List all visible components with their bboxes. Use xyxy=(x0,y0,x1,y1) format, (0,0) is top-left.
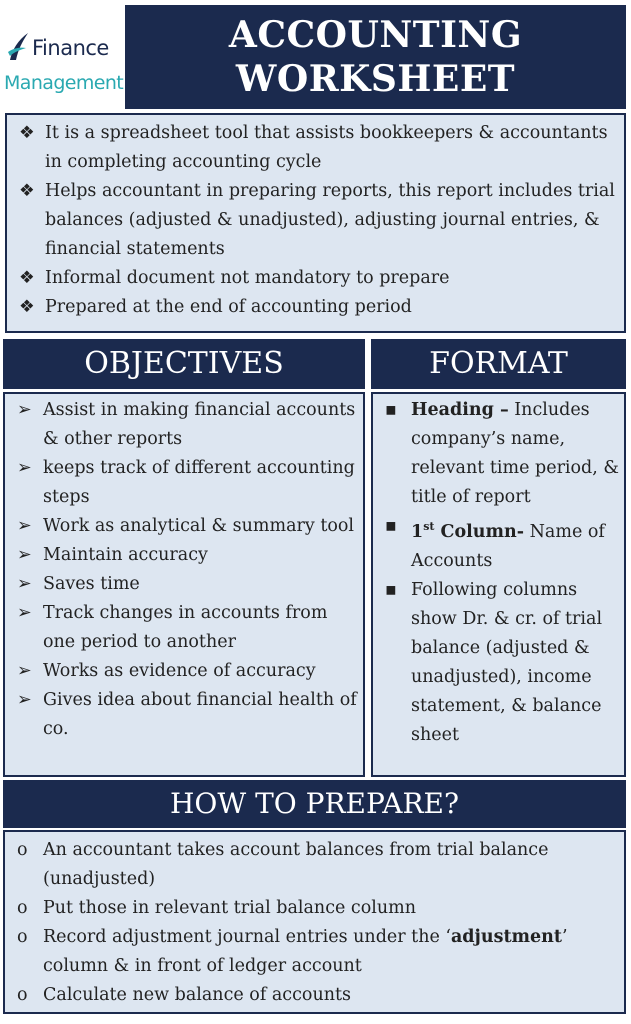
logo xyxy=(4,18,124,103)
arrow-bullet-icon: ➢ xyxy=(17,690,32,710)
intro-item xyxy=(19,177,618,264)
format-item-text: Following columns show Dr. & cr. of trial balance (adjusted & unadjusted), income statement, & balance sheet xyxy=(411,579,603,745)
objectives-list xyxy=(17,396,357,744)
title-line-1: ACCOUNTING xyxy=(228,14,523,56)
objective-item-text: Gives idea about financial health of co. xyxy=(43,690,357,739)
format-item xyxy=(385,396,620,512)
diamond-bullet-icon: ❖ xyxy=(19,123,35,143)
square-bullet-icon: ▪ xyxy=(385,400,397,420)
format-heading: FORMAT xyxy=(371,339,626,389)
format-item-column-label xyxy=(411,522,524,542)
step-item-text-post: ’ column & in front of ledger account xyxy=(43,927,568,976)
intro-item-text: Informal document not mandatory to prepare xyxy=(45,268,450,288)
circle-bullet-icon: o xyxy=(17,927,28,947)
objectives-heading: OBJECTIVES xyxy=(3,339,365,389)
circle-bullet-icon: o xyxy=(17,898,28,918)
arrow-bullet-icon: ➢ xyxy=(17,603,32,623)
square-bullet-icon: ▪ xyxy=(385,516,397,536)
objective-item-text: Works as evidence of accuracy xyxy=(43,661,316,681)
intro-box xyxy=(5,113,626,333)
intro-item-text: It is a spreadsheet tool that assists bookkeepers & accountants in completing accounting cycle xyxy=(45,123,608,172)
format-item xyxy=(385,512,620,576)
intro-item-text: Helps accountant in preparing reports, this report includes trial balances (adjusted & unadjusted), adjusting journal entries, & financial statements xyxy=(45,181,615,259)
objective-item xyxy=(17,570,357,599)
objective-item-text: Work as analytical & summary tool xyxy=(43,516,355,536)
step-item xyxy=(17,836,618,894)
column-number: 1 xyxy=(411,521,424,542)
diamond-bullet-icon: ❖ xyxy=(19,181,35,201)
objective-item-text: Saves time xyxy=(43,574,140,594)
arrow-bullet-icon: ➢ xyxy=(17,661,32,681)
objective-item-text: Assist in making financial accounts & other reports xyxy=(43,400,356,449)
format-item-heading-label: Heading – xyxy=(411,400,509,420)
step-item-text: Put those in relevant trial balance column xyxy=(43,898,416,918)
intro-item xyxy=(19,119,618,177)
diamond-bullet-icon: ❖ xyxy=(19,268,35,288)
objective-item-text: keeps track of different accounting steps xyxy=(43,458,355,507)
objective-item xyxy=(17,396,357,454)
arrow-bullet-icon: ➢ xyxy=(17,400,32,420)
how-to-prepare-box xyxy=(3,830,626,1014)
step-item-text: Calculate new balance of accounts xyxy=(43,985,352,1005)
diamond-bullet-icon: ❖ xyxy=(19,297,35,317)
objective-item-text: Track changes in accounts from one period to another xyxy=(43,603,328,652)
objective-item xyxy=(17,512,357,541)
logo-text-management: Management xyxy=(4,72,124,94)
objective-item xyxy=(17,599,357,657)
column-label-rest: Column- xyxy=(434,521,525,542)
step-item xyxy=(17,894,618,923)
arrow-bullet-icon: ➢ xyxy=(17,574,32,594)
column-ordinal: st xyxy=(423,520,435,533)
step-item-text-pre: Record adjustment journal entries under the ‘ xyxy=(43,927,451,947)
objective-item xyxy=(17,686,357,744)
intro-item-text: Prepared at the end of accounting period xyxy=(45,297,412,317)
objective-item xyxy=(17,541,357,570)
step-item-bold-word: adjustment xyxy=(450,927,562,947)
intro-item xyxy=(19,293,618,322)
format-item-text: Name of Accounts xyxy=(411,521,605,571)
objective-item xyxy=(17,657,357,686)
format-list xyxy=(385,396,620,750)
page-title xyxy=(125,5,626,109)
arrow-bullet-icon: ➢ xyxy=(17,516,32,536)
square-bullet-icon: ▪ xyxy=(385,579,397,600)
objective-item xyxy=(17,454,357,512)
objectives-box xyxy=(3,392,365,777)
format-box xyxy=(371,392,626,777)
how-to-prepare-heading: HOW TO PREPARE? xyxy=(3,780,626,828)
format-item xyxy=(385,576,620,750)
step-item-text: An accountant takes account balances from trial balance (unadjusted) xyxy=(43,840,549,889)
title-line-2: WORKSHEET xyxy=(235,58,516,100)
arrow-bullet-icon: ➢ xyxy=(17,458,32,478)
step-item xyxy=(17,923,618,981)
intro-list xyxy=(19,119,618,322)
format-item-text: Includes company’s name, relevant time period, & title of report xyxy=(411,400,619,507)
circle-bullet-icon: o xyxy=(17,840,28,860)
arrow-bullet-icon: ➢ xyxy=(17,545,32,565)
how-to-prepare-list xyxy=(17,836,618,1010)
step-item xyxy=(17,981,618,1010)
logo-text-finance: Finance xyxy=(32,36,109,60)
intro-item xyxy=(19,264,618,293)
circle-bullet-icon: o xyxy=(17,985,28,1005)
logo-e-swoosh-icon xyxy=(6,30,32,64)
objective-item-text: Maintain accuracy xyxy=(43,545,208,565)
